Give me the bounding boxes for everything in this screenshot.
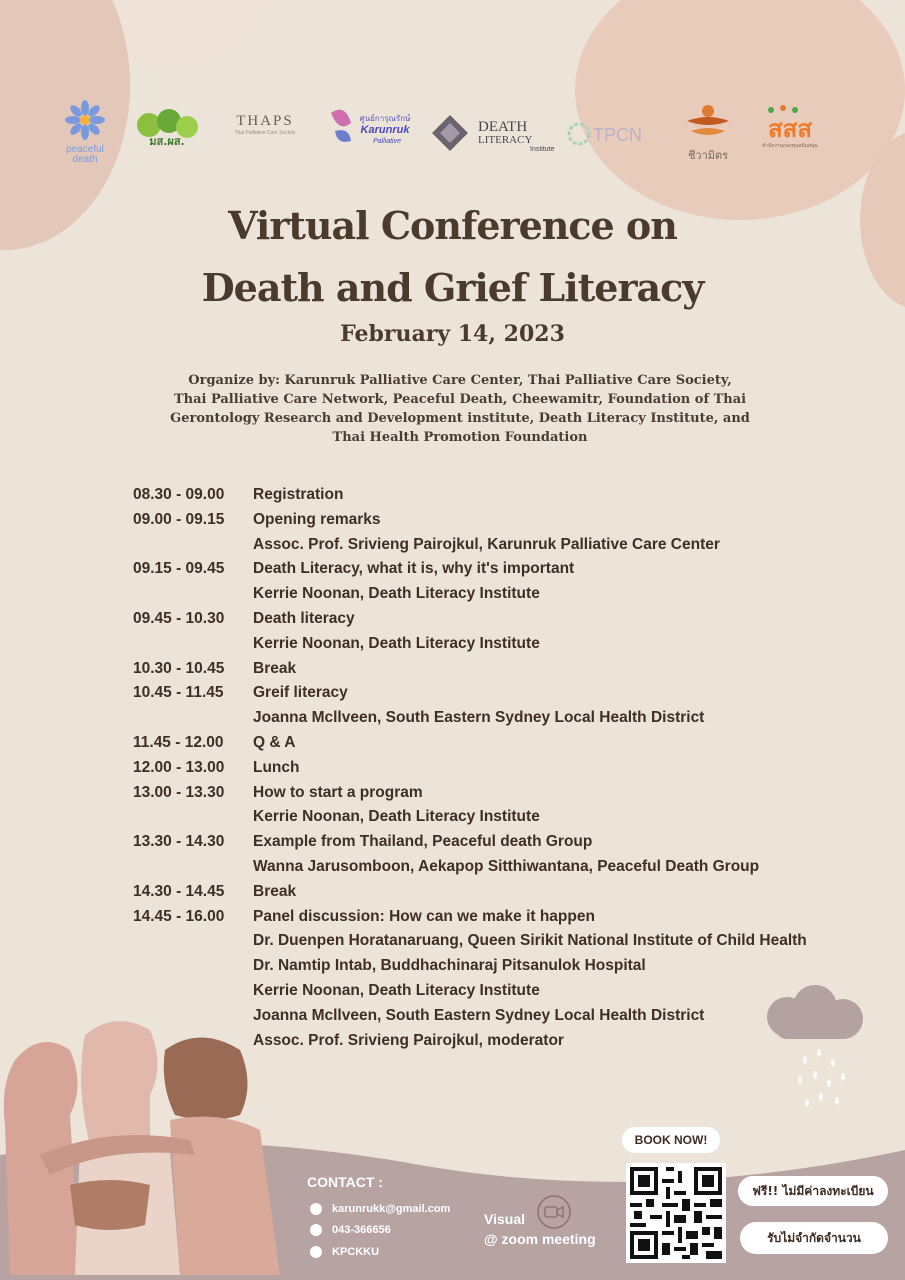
schedule-text: Panel discussion: How can we make it happen xyxy=(253,907,595,925)
schedule-text: Wanna Jarusomboon, Aekapop Sitthiwantana, Peaceful Death Group xyxy=(253,857,760,875)
schedule-row xyxy=(133,632,853,657)
schedule-row xyxy=(133,880,853,905)
schedule-time: 13.30 - 14.30 xyxy=(133,833,225,851)
organizers-line: Thai Palliative Care Network, Peaceful Death, Cheewamitr, Foundation of Thai xyxy=(173,392,747,407)
visual-label: Visual xyxy=(484,1211,525,1227)
schedule-row xyxy=(133,954,853,979)
video-camera-icon xyxy=(536,1194,572,1230)
organizers-line: Organize by: Karunruk Palliative Care Center, Thai Palliative Care Society, xyxy=(188,373,732,388)
svg-text:Palliative: Palliative xyxy=(372,138,402,145)
schedule-row xyxy=(133,657,853,682)
schedule-row xyxy=(133,681,853,706)
schedule-row xyxy=(133,756,853,781)
qr-code[interactable] xyxy=(626,1163,726,1263)
tpcn-logo xyxy=(567,121,645,152)
schedule-text: Assoc. Prof. Srivieng Pairojkul, Karunruk Palliative Care Center xyxy=(253,535,720,553)
phone-icon xyxy=(310,1224,322,1236)
contact-email[interactable] xyxy=(310,1203,450,1215)
schedule-text: Death Literacy, what it is, why it's important xyxy=(253,560,575,578)
schedule-time: 10.45 - 11.45 xyxy=(133,684,224,702)
schedule-text: Assoc. Prof. Srivieng Pairojkul, moderator xyxy=(253,1031,564,1049)
svg-text:ศูนย์การุณรักษ์: ศูนย์การุณรักษ์ xyxy=(359,114,411,123)
schedule-text: Opening remarks xyxy=(253,510,381,528)
schedule-text: Kerrie Noonan, Death Literacy Institute xyxy=(253,634,540,652)
schedule-time: 09.15 - 09.45 xyxy=(133,560,225,578)
conference-title-line1: Virtual Conference on xyxy=(228,203,677,248)
schedule-text: Q & A xyxy=(253,733,296,751)
schedule-text: Registration xyxy=(253,486,344,503)
schedule-text: Example from Thailand, Peaceful death Group xyxy=(253,833,593,851)
svg-text:LITERACY: LITERACY xyxy=(478,134,533,146)
schedule-row xyxy=(133,855,853,880)
schedule-row xyxy=(133,929,853,954)
schedule-text: Dr. Duenpen Horatanaruang, Queen Sirikit National Institute of Child Health xyxy=(253,932,807,950)
schedule-time: 09.45 - 10.30 xyxy=(133,609,225,627)
schedule-row xyxy=(133,905,853,930)
schedule-text: Death literacy xyxy=(253,609,355,627)
schedule-time: 12.00 - 13.00 xyxy=(133,758,225,776)
svg-text:สสส: สสส xyxy=(768,115,812,143)
schedule-time: 10.30 - 10.45 xyxy=(133,659,225,677)
facebook-icon xyxy=(310,1246,322,1258)
conference-date: February 14, 2023 xyxy=(340,321,565,347)
diamond-icon xyxy=(430,113,570,153)
phone-text: 043-366656 xyxy=(332,1224,391,1236)
thaps-logo: THAPS Thai Palliative Care Society xyxy=(234,113,296,136)
people-illustration xyxy=(0,1005,300,1280)
schedule-time: 14.30 - 14.45 xyxy=(133,882,225,900)
contact-title: CONTACT : xyxy=(307,1174,383,1190)
schedule-row xyxy=(133,508,853,533)
svg-text:มส.ผส.: มส.ผส. xyxy=(149,135,185,147)
schedule-text: Joanna Mcllveen, South Eastern Sydney Local Health District xyxy=(253,1006,705,1024)
book-now-button[interactable]: BOOK NOW! xyxy=(622,1127,720,1153)
tree-icon xyxy=(129,107,205,147)
svg-text:TPCN: TPCN xyxy=(593,125,642,145)
organizers-line: Thai Health Promotion Foundation xyxy=(332,430,588,445)
schedule-time: 09.00 - 09.15 xyxy=(133,510,225,528)
schedule-row xyxy=(133,731,853,756)
schedule-text: Break xyxy=(253,659,297,677)
schedule-time: 13.00 - 13.30 xyxy=(133,783,225,801)
schedule-row xyxy=(133,805,853,830)
rain-cloud-icon xyxy=(755,985,875,1115)
svg-text:Karunruk: Karunruk xyxy=(360,124,410,136)
schedule-text: Kerrie Noonan, Death Literacy Institute xyxy=(253,981,540,999)
facebook-text: KPCKKU xyxy=(332,1246,380,1258)
thaihealth-logo xyxy=(755,103,825,158)
free-registration-pill: ฟรี!! ไม่มีค่าลงทะเบียน xyxy=(738,1176,888,1206)
schedule-row xyxy=(133,483,853,508)
conference-title-line2: Death and Grief Literacy xyxy=(201,265,704,310)
zoom-label: @ zoom meeting xyxy=(484,1231,596,1247)
organizers xyxy=(140,371,780,447)
email-icon xyxy=(310,1203,322,1215)
schedule-time: 08.30 - 09.00 xyxy=(133,486,225,503)
ring-icon xyxy=(567,121,645,147)
butterfly-icon xyxy=(325,105,420,155)
email-text: karunrukk@gmail.com xyxy=(332,1203,451,1215)
flower-icon xyxy=(65,100,105,140)
peaceful-death-logo: peaceful death xyxy=(55,100,115,165)
schedule-time: 11.45 - 12.00 xyxy=(133,733,224,751)
schedule-text: Dr. Namtip Intab, Buddhachinaraj Pitsanulok Hospital xyxy=(253,957,646,975)
thaihealth-icon xyxy=(755,103,825,153)
schedule-row xyxy=(133,830,853,855)
contact-phone[interactable] xyxy=(310,1224,391,1236)
sponsor-logos xyxy=(50,95,860,175)
schedule-text: Break xyxy=(253,882,297,900)
schedule xyxy=(133,483,853,1053)
qr-code-icon xyxy=(626,1163,726,1263)
karunruk-logo xyxy=(325,105,420,160)
schedule-row xyxy=(133,781,853,806)
schedule-row xyxy=(133,706,853,731)
schedule-time: 14.45 - 16.00 xyxy=(133,907,225,925)
schedule-row xyxy=(133,533,853,558)
schedule-row xyxy=(133,607,853,632)
schedule-row xyxy=(133,979,853,1004)
svg-text:Institute: Institute xyxy=(530,146,555,153)
schedule-row xyxy=(133,582,853,607)
schedule-text: Lunch xyxy=(253,758,300,776)
svg-text:DEATH: DEATH xyxy=(478,119,528,135)
cheewamitr-logo: ชีวามิตร xyxy=(678,103,738,164)
unlimited-seats-pill: รับไม่จำกัดจำนวน xyxy=(740,1222,888,1254)
hands-icon xyxy=(683,103,733,141)
schedule-text: Joanna Mcllveen, South Eastern Sydney Local Health District xyxy=(253,709,705,727)
schedule-text: Greif literacy xyxy=(253,684,348,702)
schedule-text: How to start a program xyxy=(253,783,423,801)
schedule-row xyxy=(133,557,853,582)
death-literacy-logo xyxy=(430,113,570,158)
organizers-line: Gerontology Research and Development institute, Death Literacy Institute, and xyxy=(170,411,750,426)
svg-text:สำนักงานกองทุนสนับสนุน: สำนักงานกองทุนสนับสนุน xyxy=(762,143,818,149)
schedule-text: Kerrie Noonan, Death Literacy Institute xyxy=(253,585,540,603)
thai-gerontology-logo xyxy=(128,107,206,152)
schedule-text: Kerrie Noonan, Death Literacy Institute xyxy=(253,808,540,826)
contact-facebook[interactable] xyxy=(310,1246,379,1258)
